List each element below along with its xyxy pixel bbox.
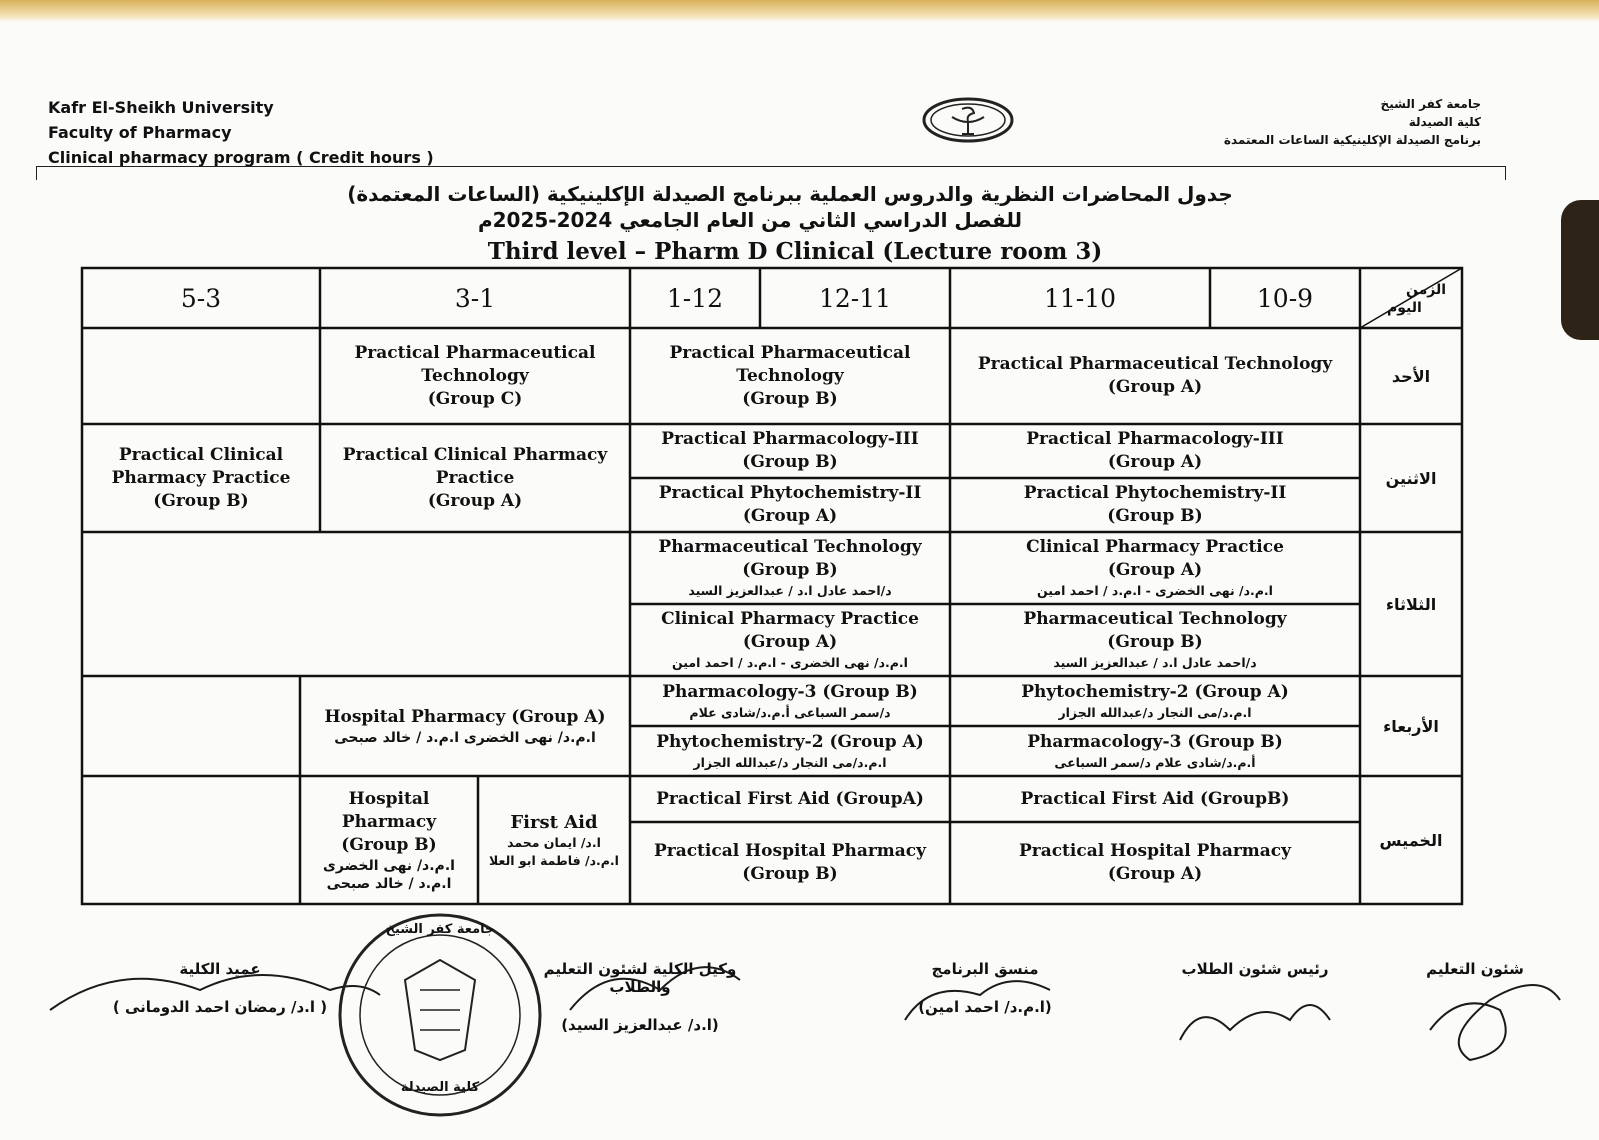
course-group: (Group B) [153,490,249,511]
course-title: Phytochemistry-2 (Group A) [656,731,924,752]
faculty-name-ar: كلية الصيدلة [1408,115,1481,129]
course-title: Practical Phytochemistry-II [658,483,922,503]
time-header: 5-3 [180,283,222,313]
course-title: Practical Pharmaceutical [669,342,911,363]
course-title: Practical Hospital Pharmacy [653,841,927,861]
course-title: Practical First Aid (GroupA) [656,788,924,809]
corner-time-label: الزمن [1405,282,1446,298]
course-group: (Group B) [1107,632,1203,652]
course-group: (Group A) [1107,452,1203,472]
instructors: ا.م.د/مى النجار د/عبدالله الجزار [693,754,887,770]
instructors: ا.م.د/ نهى الخضرى [323,857,455,874]
instructors: ا.م.د/ نهى الخضرى - ا.م.د / احمد امين [1037,583,1273,598]
instructors: ا.د/ ايمان محمد [507,834,601,850]
course-title: Technology [421,365,529,386]
course-group: (Group B) [341,834,437,855]
instructors: د/احمد عادل ا.د / عبدالعزيز السيد [1053,655,1257,670]
signature-title: شئون التعليم [1426,960,1524,978]
seal-top-text: جامعة كفر الشيخ [385,922,495,937]
course-title: Technology [736,365,844,386]
course-group: (Group A) [427,490,523,511]
day-label: الاثنين [1385,468,1437,488]
course-title: Practical Clinical [118,444,284,465]
course-title: Practical First Aid (GroupB) [1020,788,1290,809]
faculty-name: Faculty of Pharmacy [48,123,232,142]
course-group: (Group A) [742,506,838,526]
instructors: ا.م.د/ نهى الخضرى ا.م.د / خالد صبحى [334,729,596,746]
instructors: ا.م.د / خالد صبحى [326,875,452,892]
day-label: الأربعاء [1383,716,1439,736]
time-header: 10-9 [1256,283,1314,313]
instructors: ا.م.د/مى النجار د/عبدالله الجزار [1058,704,1252,720]
course-title: Pharmaceutical Technology [658,537,922,557]
course-title: Clinical Pharmacy Practice [1026,537,1284,557]
instructors: د/احمد عادل ا.د / عبدالعزيز السيد [688,583,892,598]
course-title: Pharmacology-3 (Group B) [662,681,918,702]
course-title: Pharmaceutical Technology [1023,609,1287,629]
time-header: 1-12 [666,283,724,313]
time-header: 12-11 [818,283,892,313]
course-title: Pharmacy Practice [111,467,291,488]
day-label: الخميس [1379,830,1443,850]
course-group: (Group C) [427,388,523,409]
course-title: Phytochemistry-2 (Group A) [1021,681,1289,702]
program-name: Clinical pharmacy program ( Credit hours ) [48,148,434,167]
title-arabic-line1: جدول المحاضرات النظرية والدروس العملية ببرنامج الصيدلة الإكلينيكية (الساعات المعتمدة) [347,182,1233,206]
signature-title: عميد الكلية [179,960,261,978]
instructors: د/سمر السباعى أ.م.د/شادى علام [689,704,891,720]
course-group: (Group A) [742,632,838,652]
course-title: Pharmacology-3 (Group B) [1027,731,1283,752]
course-title: Hospital [348,788,430,809]
course-group: (Group B) [742,560,838,580]
course-group: (Group B) [742,388,838,409]
signatory-name: (ا.م.د/ احمد امين) [918,998,1052,1016]
course-title: Practical Pharmacology-III [661,429,919,449]
course-title: Practical Pharmaceutical Technology [977,354,1333,374]
course-title: Practical Pharmaceutical [354,342,596,363]
instructors: ا.م.د/ فاطمة ابو العلا [489,852,619,868]
program-name-ar: برنامج الصيدلة الإكلينيكية الساعات المعتمدة [1223,133,1481,147]
university-name-ar: جامعة كفر الشيخ [1380,97,1481,111]
title-arabic-line2: للفصل الدراسي الثاني من العام الجامعي 2024-2025م [477,208,1023,232]
signature-title: وكيل الكلية لشئون التعليم والطلاب [543,960,737,996]
course-title: Practical Pharmacology-III [1026,429,1284,449]
time-header: 11-10 [1043,283,1117,313]
day-label: الأحد [1391,366,1431,386]
signature-title: رئيس شئون الطلاب [1181,960,1329,978]
course-group: (Group B) [742,864,838,884]
course-title: Hospital Pharmacy (Group A) [324,706,606,727]
corner-day-label: اليوم [1387,300,1422,316]
university-name: Kafr El-Sheikh University [48,98,274,117]
course-group: (Group B) [742,452,838,472]
course-title: Practical Hospital Pharmacy [1018,841,1292,861]
course-title: Pharmacy [341,811,437,832]
signatory-name: ( ا.د/ رمضان احمد الدومانى ) [112,998,328,1016]
seal-bottom-text: كلية الصيدلة [400,1080,480,1095]
course-group: (Group A) [1107,864,1203,884]
signature-title: منسق البرنامج [931,960,1039,978]
course-title: First Aid [510,811,598,833]
signatory-name: (ا.د/ عبدالعزيز السيد) [561,1016,719,1034]
course-title: Practical Clinical Pharmacy [342,444,608,465]
title-english: Third level – Pharm D Clinical (Lecture room 3) [487,238,1103,265]
instructors: ا.م.د/ نهى الخضرى - ا.م.د / احمد امين [672,655,908,670]
course-title: Clinical Pharmacy Practice [661,609,919,629]
course-title: Practical Phytochemistry-II [1023,483,1287,503]
course-group: (Group A) [1107,560,1203,580]
course-group: (Group B) [1107,506,1203,526]
instructors: أ.م.د/شادى علام د/سمر السباعى [1054,754,1256,770]
time-header: 3-1 [454,283,496,313]
course-group: (Group A) [1107,377,1203,397]
day-label: الثلاثاء [1385,594,1437,614]
course-title: Practice [435,467,515,488]
